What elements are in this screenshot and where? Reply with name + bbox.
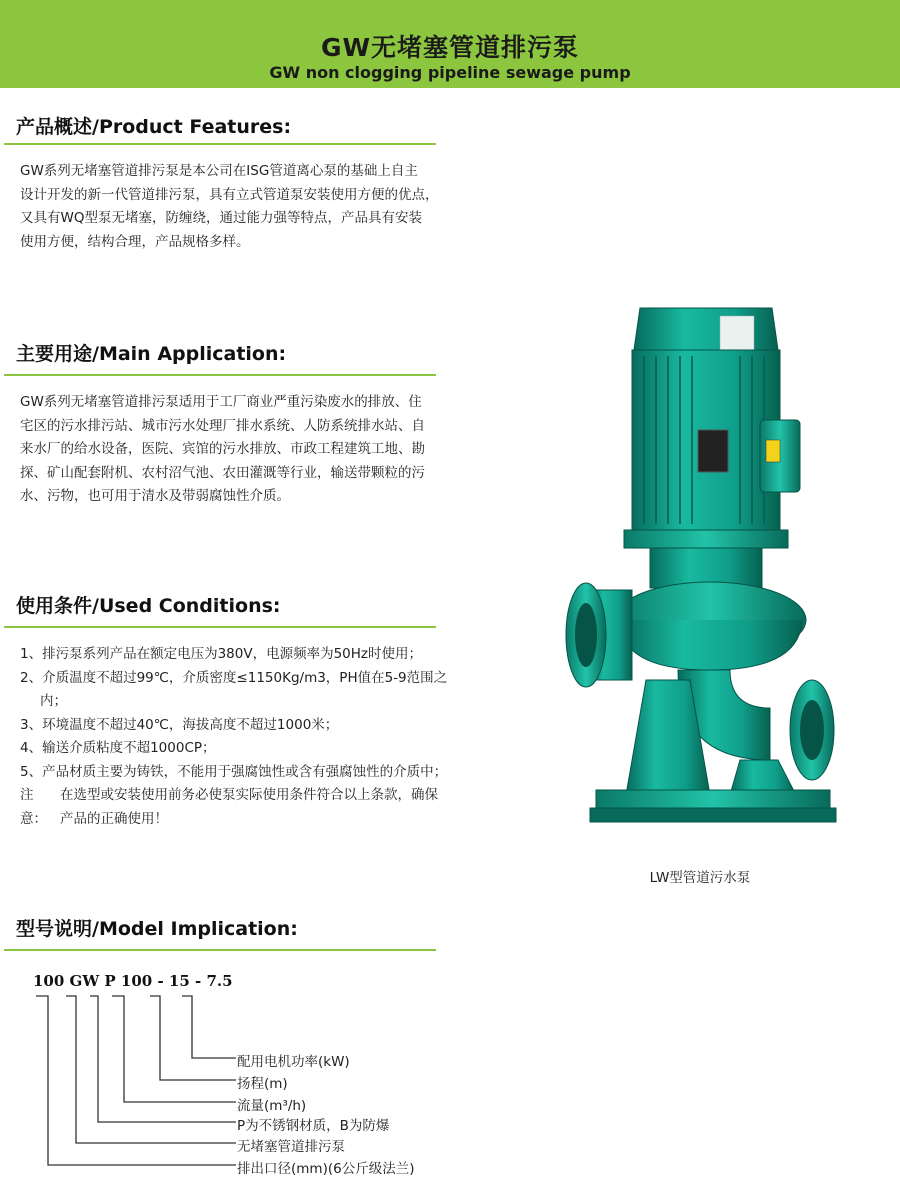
- model-label-flow: 流量(m³/h): [237, 1098, 307, 1114]
- conditions-heading: 使用条件/Used Conditions:: [16, 595, 281, 617]
- conditions-divider: [4, 626, 436, 628]
- conditions-note: [20, 784, 450, 831]
- model-heading: 型号说明/Model Implication:: [16, 918, 298, 940]
- application-line: 来水厂的给水设备，医院、宾馆的污水排放、市政工程建筑工地、勘: [20, 441, 425, 457]
- model-label-type: 无堵塞管道排污泵: [237, 1139, 345, 1155]
- model-label-power: 配用电机功率(kW): [237, 1054, 350, 1070]
- pump-image: [540, 290, 860, 850]
- application-line: 水、污物，也可用于清水及带弱腐蚀性介质。: [20, 488, 290, 504]
- features-heading: 产品概述/Product Features:: [16, 116, 292, 138]
- page-title: GW无堵塞管道排污泵: [320, 33, 580, 62]
- model-label-head: 扬程(m): [237, 1076, 288, 1092]
- list-item: 5、产品材质主要为铸铁，不能用于强腐蚀性或含有强腐蚀性的介质中；: [20, 763, 448, 780]
- image-caption: LW型管道污水泵: [649, 870, 751, 886]
- list-item: 3、环境温度不超过40℃，海拔高度不超过1000米；: [20, 716, 339, 733]
- features-divider: [4, 143, 436, 145]
- features-line: 设计开发的新一代管道排污泵，具有立式管道泵安装使用方便的优点，: [20, 186, 439, 203]
- model-label-material: P为不锈钢材质，B为防爆: [237, 1118, 390, 1134]
- note-label: 注意：: [20, 787, 47, 827]
- application-text: [20, 391, 450, 509]
- leader-head: [150, 996, 236, 1080]
- application-heading: 主要用途/Main Application:: [16, 343, 287, 365]
- leader-material: [90, 996, 236, 1122]
- list-item: 2、介质温度不超过99℃，介质密度≤1150Kg/m3，PH值在5-9范围之内；: [20, 669, 448, 709]
- leader-power: [182, 996, 236, 1058]
- page-subtitle: GW non clogging pipeline sewage pump: [269, 63, 631, 82]
- features-line: GW系列无堵塞管道排污泵是本公司在ISG管道离心泵的基础上自主: [20, 163, 418, 179]
- model-label-outlet: 排出口径(mm)(6公斤级法兰): [237, 1161, 415, 1177]
- application-line: 宅区的污水排污站、城市污水处理厂排水系统、人防系统排水站、自: [20, 417, 425, 434]
- model-code: 100 GW P 100 - 15 - 7.5: [33, 972, 233, 990]
- application-divider: [4, 374, 436, 376]
- features-line: 又具有WQ型泵无堵塞，防缠绕，通过能力强等特点，产品具有安装: [20, 210, 422, 226]
- features-text: [20, 160, 450, 254]
- application-line: GW系列无堵塞管道排污泵适用于工厂商业严重污染废水的排放、住: [20, 394, 422, 410]
- features-line: 使用方便，结构合理，产品规格多样。: [20, 233, 250, 250]
- list-item: 1、排污泵系列产品在额定电压为380V，电源频率为50Hz时使用；: [20, 646, 423, 662]
- application-line: 探、矿山配套附机、农村沼气池、农田灌溉等行业，输送带颗粒的污: [20, 464, 425, 481]
- leader-type: [66, 996, 236, 1143]
- list-item: 4、输送介质粘度不超1000CP；: [20, 740, 216, 756]
- model-diagram-lines: [0, 990, 260, 1180]
- model-divider: [4, 949, 436, 951]
- note-text: 在选型或安装使用前务必使泵实际使用条件符合以上条款，确保产品的正确使用！: [60, 787, 438, 827]
- header-banner: [0, 0, 900, 88]
- leader-flow: [112, 996, 236, 1102]
- conditions-list: [20, 643, 450, 784]
